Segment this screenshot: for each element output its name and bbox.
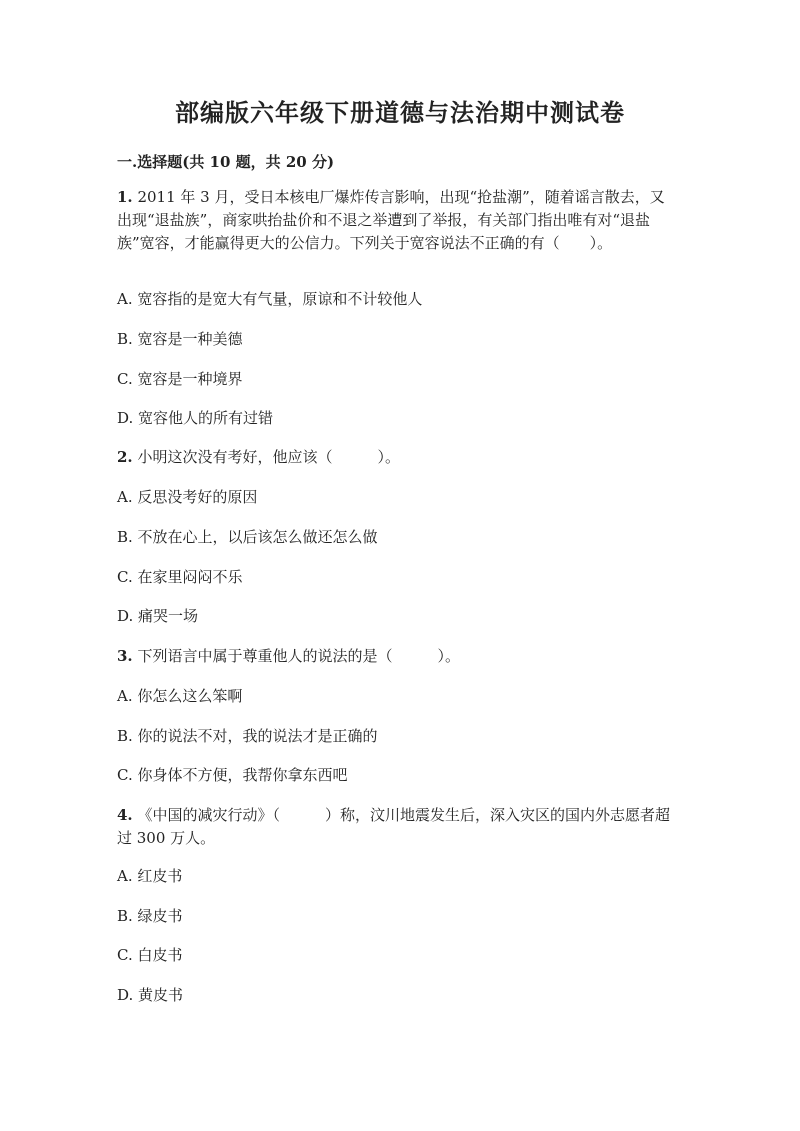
option-4a: A. 红皮书 xyxy=(117,867,183,885)
question-text: 下列语言中属于尊重他人的说法的是（ ）。 xyxy=(132,647,460,665)
option-4b: B. 绿皮书 xyxy=(117,907,183,925)
question-2 xyxy=(117,446,677,469)
question-1 xyxy=(117,186,677,255)
option-2c: C. 在家里闷闷不乐 xyxy=(117,568,243,586)
question-number: 4. xyxy=(117,806,133,824)
question-number: 1. xyxy=(117,188,133,206)
option-1b: B. 宽容是一种美德 xyxy=(117,330,243,348)
option-1c: C. 宽容是一种境界 xyxy=(117,370,243,388)
option-3b: B. 你的说法不对，我的说法才是正确的 xyxy=(117,727,378,745)
question-number: 2. xyxy=(117,448,133,466)
question-text: 《中国的减灾行动》（ ）称，汶川地震发生后，深入灾区的国内外志愿者超过 300 万人。 xyxy=(117,806,670,847)
option-4c: C. 白皮书 xyxy=(117,946,183,964)
option-2a: A. 反思没考好的原因 xyxy=(117,488,258,506)
question-number: 3. xyxy=(117,647,133,665)
section-heading: 一.选择题(共 10 题，共 20 分) xyxy=(117,153,335,171)
question-text: 小明这次没有考好，他应该（ ）。 xyxy=(132,448,400,466)
question-text: 2011 年 3 月，受日本核电厂爆炸传言影响，出现“抢盐潮”，随着谣言散去，又出现“退盐族”，商家哄抬盐价和不退之举遭到了举报，有关部门指出唯有对“退盐族”宽容，才能赢得更大的公信力。下列关于宽容说法不正确的有（ ）。 xyxy=(117,188,665,252)
option-3a: A. 你怎么这么笨啊 xyxy=(117,687,243,705)
option-4d: D. 黄皮书 xyxy=(117,986,184,1004)
option-1a: A. 宽容指的是宽大有气量，原谅和不计较他人 xyxy=(117,290,423,308)
question-4 xyxy=(117,804,677,850)
option-1d: D. 宽容他人的所有过错 xyxy=(117,409,274,427)
option-3c: C. 你身体不方便，我帮你拿东西吧 xyxy=(117,766,348,784)
question-3 xyxy=(117,645,677,668)
option-2b: B. 不放在心上，以后该怎么做还怎么做 xyxy=(117,528,378,546)
option-2d: D. 痛哭一场 xyxy=(117,607,199,625)
exam-title: 部编版六年级下册道德与法治期中测试卷 xyxy=(175,98,625,127)
